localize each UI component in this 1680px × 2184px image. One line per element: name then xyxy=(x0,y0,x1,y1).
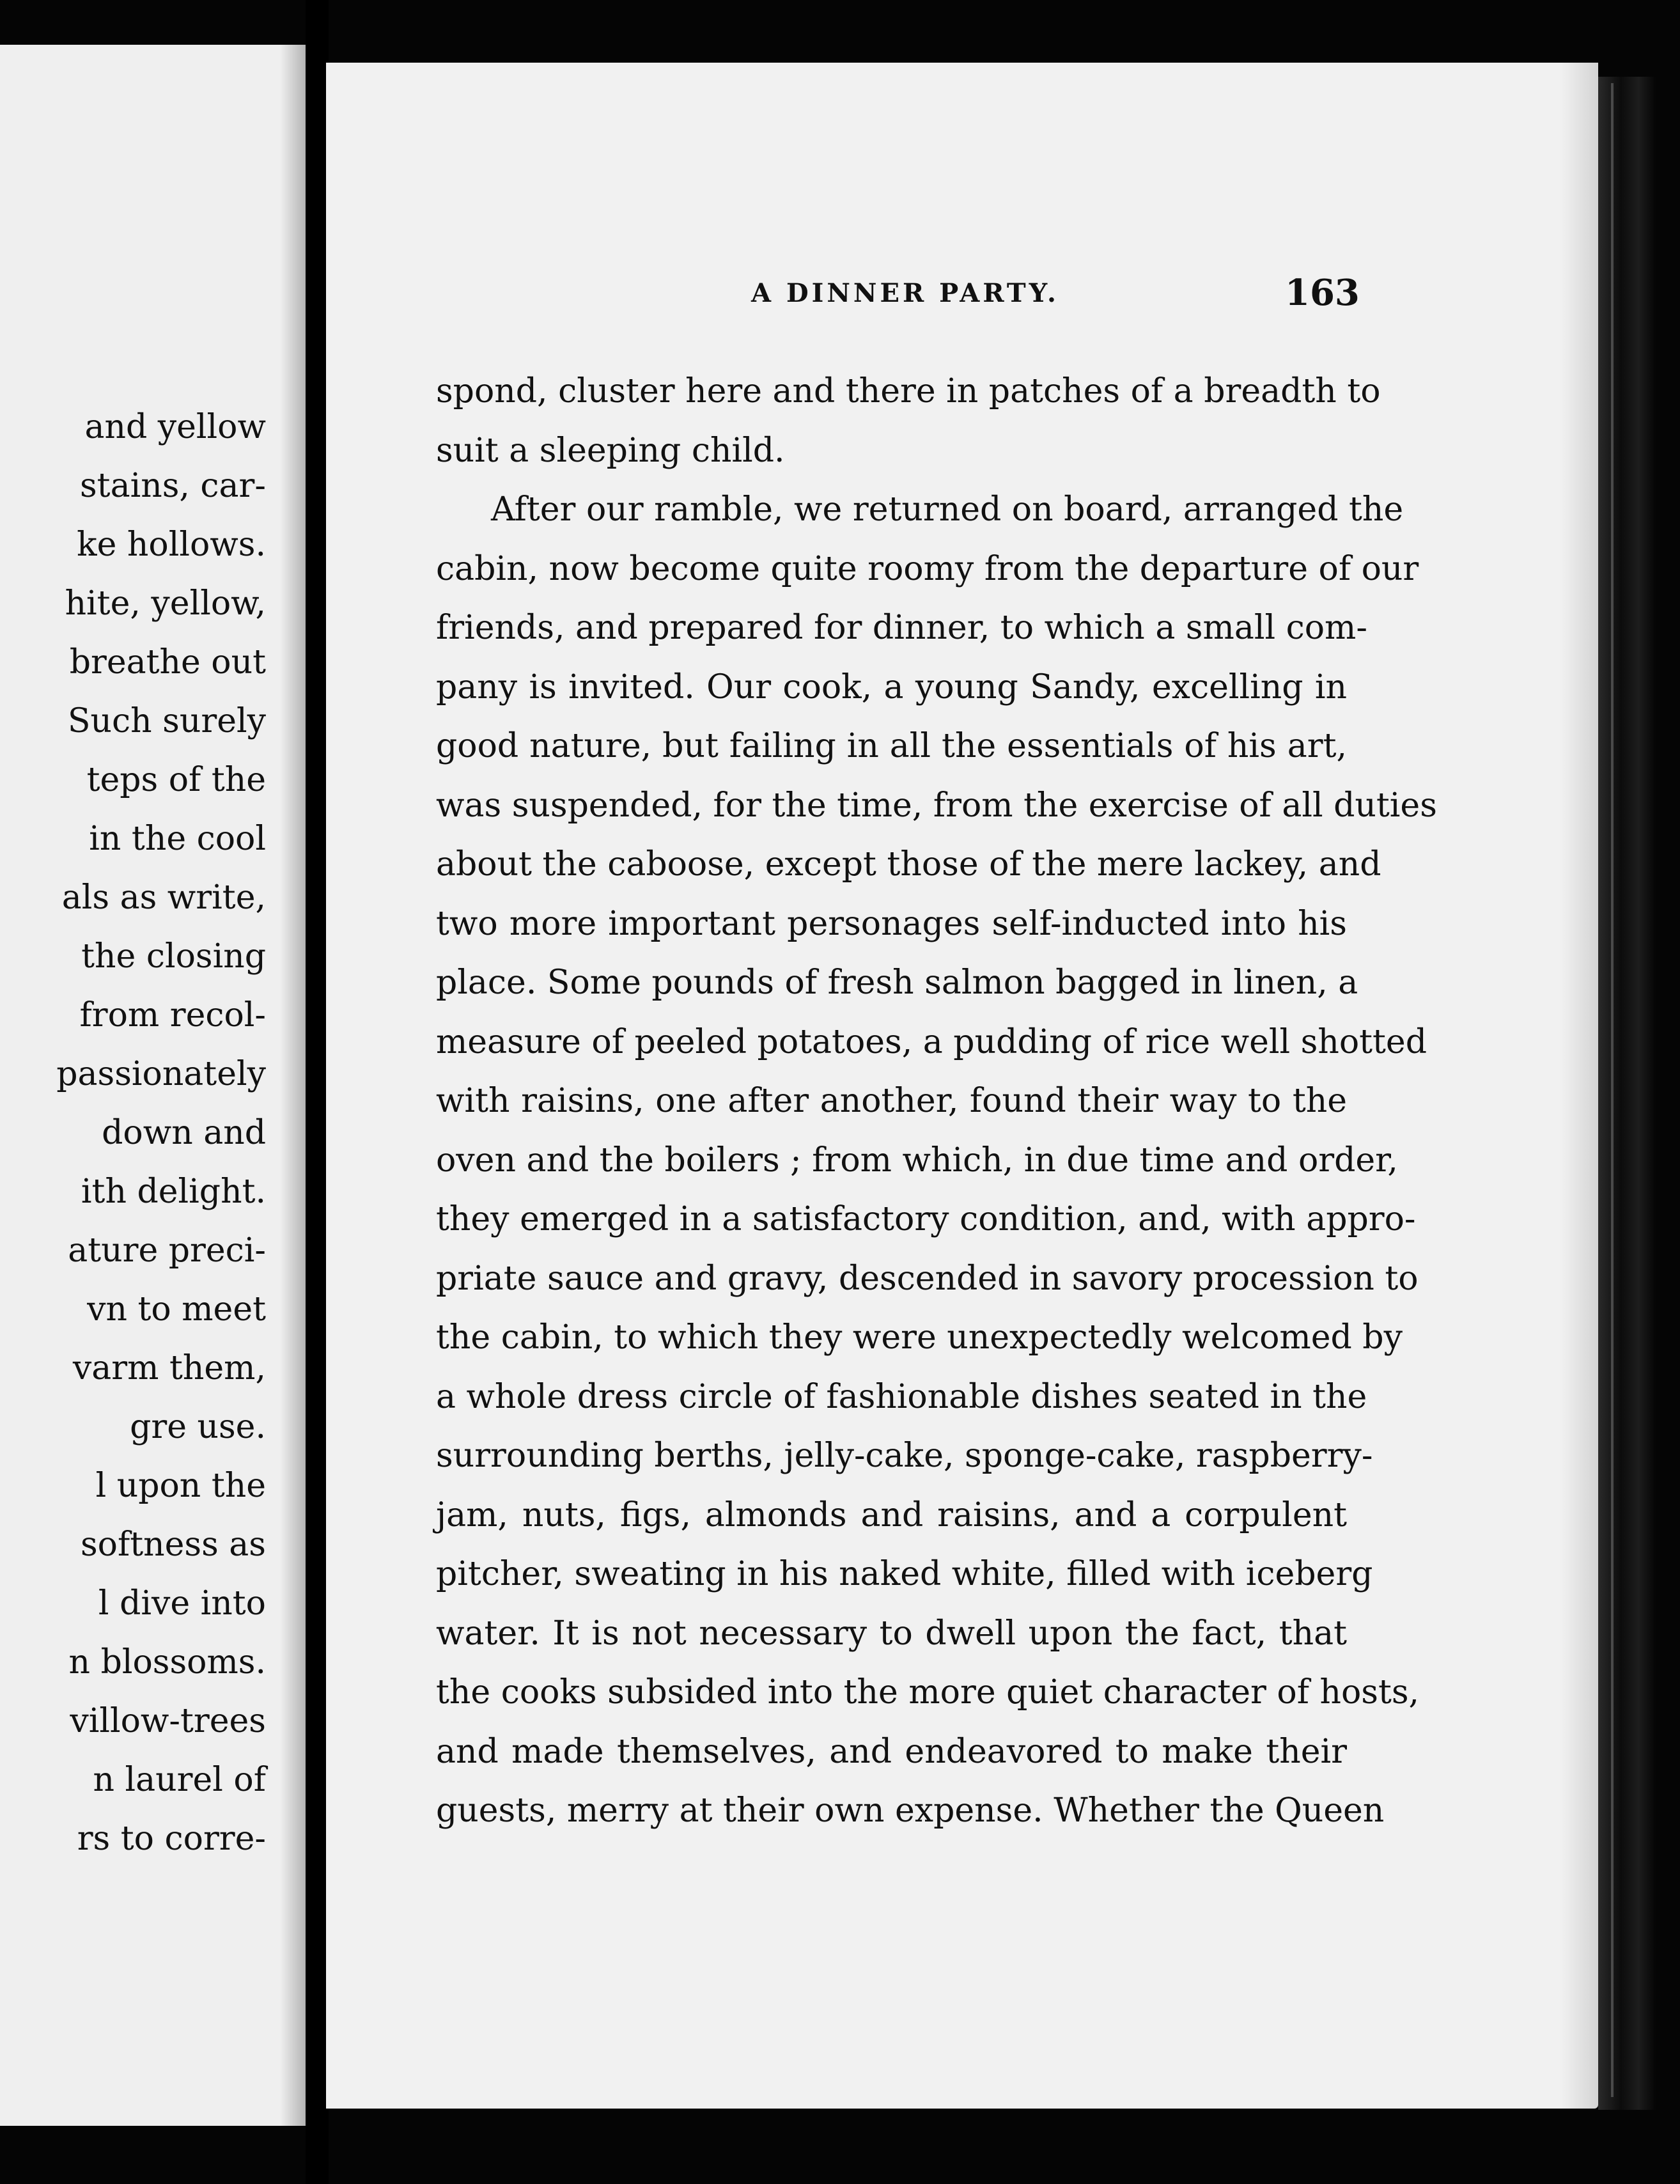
text-line: oven and the boilers ; from which, in due time and order, xyxy=(436,1141,1398,1180)
text-line: water. It is not necessary to dwell upon the fact, that xyxy=(436,1614,1347,1653)
page-body-text xyxy=(436,362,1437,1841)
left-page-line: n laurel of xyxy=(93,1761,266,1799)
text-line: about the caboose, except those of the mere lackey, and xyxy=(436,845,1381,884)
text-line: with raisins, one after another, found their way to the xyxy=(436,1082,1347,1120)
page-number: 163 xyxy=(1285,272,1360,314)
text-line: surrounding berths, jelly-cake, sponge-cake, raspberry- xyxy=(436,1437,1373,1475)
text-line: they emerged in a satisfactory condition, and, with appro- xyxy=(436,1200,1416,1238)
text-line: After our ramble, we returned on board, arranged the xyxy=(491,490,1404,529)
left-page-line: gre use. xyxy=(130,1408,266,1446)
left-page-line: Such surely xyxy=(67,702,266,740)
left-page-line: rs to corre- xyxy=(77,1820,266,1858)
left-page-line: als as write, xyxy=(61,878,266,917)
text-line: was suspended, for the time, from the exercise of all duties xyxy=(436,786,1437,825)
left-page-line: ke hollows. xyxy=(77,526,266,564)
left-page-line: and yellow xyxy=(84,408,266,446)
left-page-line: in the cool xyxy=(89,820,266,858)
text-line: spond, cluster here and there in patches of a breadth to xyxy=(436,372,1381,410)
left-page-line: stains, car- xyxy=(79,467,266,505)
text-line: suit a sleeping child. xyxy=(436,431,785,470)
text-line: a whole dress circle of fashionable dishes seated in the xyxy=(436,1377,1367,1416)
left-page-line: l dive into xyxy=(98,1584,266,1623)
left-page-line: ature preci- xyxy=(68,1231,266,1270)
text-line: place. Some pounds of fresh salmon bagged in linen, a xyxy=(436,963,1358,1002)
text-line: cabin, now become quite roomy from the departure of our xyxy=(436,549,1419,588)
text-line: two more important personages self-inducted into his xyxy=(436,904,1347,943)
left-page-line: vn to meet xyxy=(87,1290,266,1329)
text-line: friends, and prepared for dinner, to which a small com- xyxy=(436,609,1367,647)
book-spine-gutter xyxy=(306,0,329,2184)
left-page-line: softness as xyxy=(81,1525,266,1564)
left-page-line: passionately xyxy=(56,1055,266,1093)
left-page xyxy=(0,45,306,2126)
left-page-line: teps of the xyxy=(86,761,266,799)
book-fore-edge-highlight xyxy=(1611,83,1614,2097)
text-line: pitcher, sweating in his naked white, filled with iceberg xyxy=(436,1555,1373,1593)
left-page-line: l upon the xyxy=(95,1467,266,1505)
text-line: good nature, but failing in all the essentials of his art, xyxy=(436,727,1347,765)
left-page-line: n blossoms. xyxy=(68,1643,266,1681)
book-fore-edge xyxy=(1598,77,1656,2110)
left-page-line: varm them, xyxy=(72,1349,266,1387)
right-page-edge-shadow xyxy=(1560,63,1598,2109)
text-line: measure of peeled potatoes, a pudding of rice well shotted xyxy=(436,1022,1427,1061)
text-line: pany is invited. Our cook, a young Sandy, excelling in xyxy=(436,667,1347,706)
text-line: the cooks subsided into the more quiet character of hosts, xyxy=(436,1673,1420,1712)
left-page-line: ith delight. xyxy=(81,1173,266,1211)
left-page-line: villow-trees xyxy=(70,1702,266,1740)
left-page-line: hite, yellow, xyxy=(65,584,266,623)
left-page-line: breathe out xyxy=(69,643,266,682)
left-page-line: from recol- xyxy=(79,996,266,1034)
left-page-line: down and xyxy=(102,1114,266,1152)
running-head: A DINNER PARTY. xyxy=(751,278,1059,308)
text-line: the cabin, to which they were unexpectedly welcomed by xyxy=(436,1318,1403,1357)
text-line: jam, nuts, figs, almonds and raisins, and a corpulent xyxy=(436,1495,1347,1534)
left-page-gutter-shadow xyxy=(280,45,306,2126)
text-line: guests, merry at their own expense. Whether the Queen xyxy=(436,1791,1385,1830)
text-line: priate sauce and gravy, descended in savory procession to xyxy=(436,1259,1419,1298)
left-page-line: the closing xyxy=(81,937,266,976)
text-line: and made themselves, and endeavored to make their xyxy=(436,1732,1347,1771)
